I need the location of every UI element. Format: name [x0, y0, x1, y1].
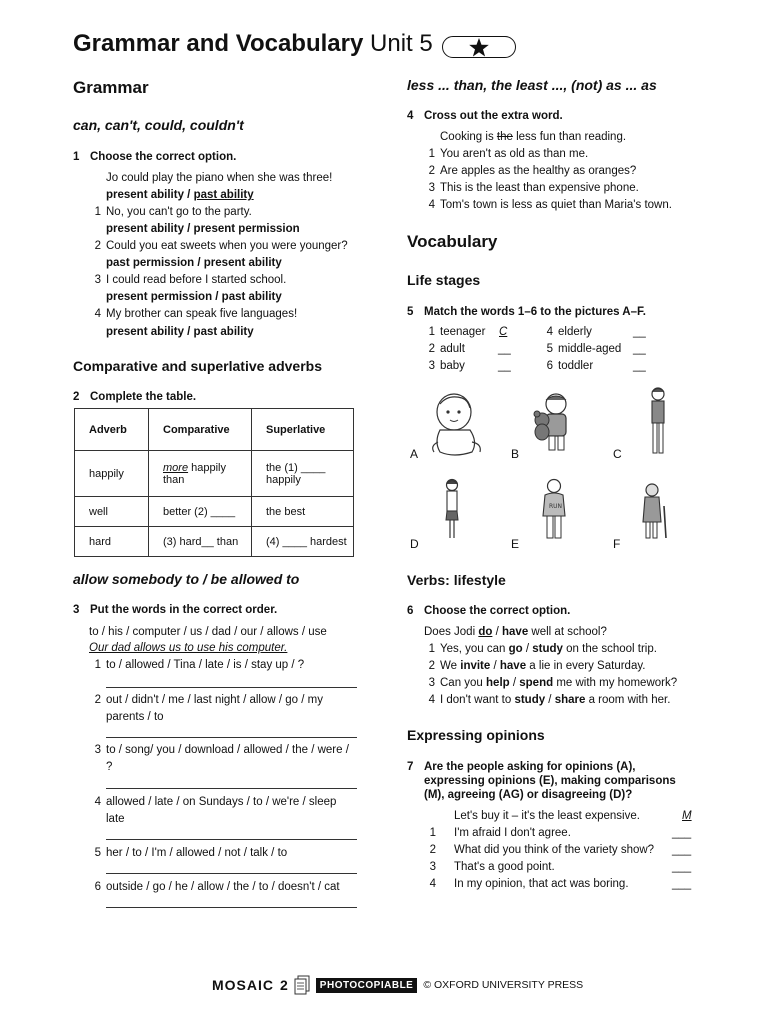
- q1-item-3-options: present permission / past ability: [106, 291, 282, 303]
- answer-line[interactable]: [106, 839, 357, 840]
- vocabulary-heading: Vocabulary: [407, 232, 498, 251]
- section-heading-adverbs: Comparative and superlative adverbs: [73, 358, 322, 374]
- q7-answer-3[interactable]: ___: [672, 861, 692, 873]
- table-cell: hard: [75, 527, 149, 557]
- table-cell: happily: [75, 451, 149, 497]
- section-heading-allow: allow somebody to / be allowed to: [73, 571, 300, 587]
- question-1-instruction: 1 Choose the correct option.: [73, 151, 237, 163]
- table-header-adverb: Adverb: [75, 409, 149, 451]
- q7-answer-1[interactable]: ___: [672, 827, 692, 839]
- teenager-illustration: [648, 386, 668, 458]
- q5-item-5: 5 middle-aged: [546, 343, 622, 355]
- q5-answer-2[interactable]: __: [498, 343, 511, 355]
- q6-item-4: 4 I don't want to study / share a room with her.: [428, 694, 671, 706]
- title-unit: Unit 5: [370, 30, 433, 57]
- answer-line[interactable]: [106, 907, 357, 908]
- answer-line[interactable]: [106, 737, 357, 738]
- question-2-instruction: 2 Complete the table.: [73, 391, 197, 403]
- adverb-table: [74, 408, 354, 557]
- q3-example: to / his / computer / us / dad / our / allows / use: [89, 626, 327, 638]
- footer-photocopiable: PHOTOCOPIABLE: [316, 978, 418, 993]
- question-5-instruction: 5 Match the words 1–6 to the pictures A–F.: [407, 306, 646, 318]
- q5-answer-3[interactable]: __: [498, 360, 511, 372]
- footer-level: 2: [280, 977, 288, 993]
- table-row: [75, 497, 354, 527]
- q1-example: Jo could play the piano when she was three!: [106, 172, 333, 184]
- q7-item-3: 3 That's a good point.: [429, 861, 555, 873]
- q3-item-3: 3 to / song/ you / download / allowed / the / were /: [94, 744, 349, 756]
- section-heading-can-could: can, can't, could, couldn't: [73, 117, 244, 133]
- q4-item-1: 1 You aren't as old as than me.: [428, 148, 589, 160]
- question-4-instruction: 4 Cross out the extra word.: [407, 110, 563, 122]
- q7-item-2: 2 What did you think of the variety show?: [429, 844, 655, 856]
- question-7-instruction-2: expressing opinions (E), making comparisons: [424, 775, 676, 787]
- elderly-illustration: [638, 482, 672, 540]
- q3-item-4: 4 allowed / late / on Sundays / to / we're / sleep: [94, 796, 337, 808]
- q3-item-2: 2 out / didn't / me / last night / allow / go / my: [94, 694, 323, 706]
- section-heading-life-stages: Life stages: [407, 272, 481, 288]
- table-cell: more happily than: [149, 451, 252, 497]
- q5-answer-1[interactable]: C: [499, 326, 508, 338]
- picture-label-a: A: [410, 447, 419, 461]
- table-row: [75, 451, 354, 497]
- q7-answer-2[interactable]: ___: [672, 844, 692, 856]
- q6-item-3: 3 Can you help / spend me with my homework?: [428, 677, 678, 689]
- table-cell: the (1) ____ happily: [252, 451, 354, 497]
- footer-brand: MOSAIC: [212, 977, 274, 993]
- q3-item-6: 6 outside / go / he / allow / the / to / doesn't / cat: [94, 881, 340, 893]
- picture-label-e: E: [511, 537, 520, 551]
- answer-line[interactable]: [106, 873, 357, 874]
- picture-label-d: D: [410, 537, 419, 551]
- question-3-instruction: 3 Put the words in the correct order.: [73, 604, 278, 616]
- q3-item-4-cont: late: [106, 813, 125, 825]
- table-cell: well: [75, 497, 149, 527]
- q5-answer-5[interactable]: __: [633, 343, 646, 355]
- q7-item-1: 1 I'm afraid I don't agree.: [429, 827, 571, 839]
- section-heading-verbs: Verbs: lifestyle: [407, 572, 506, 588]
- q1-item-1-options: present ability / present permission: [106, 223, 300, 235]
- table-cell: the best: [252, 497, 354, 527]
- page-title: [73, 30, 433, 58]
- q5-item-2: 2 adult: [428, 343, 465, 355]
- q4-example: Cooking is the less fun than reading.: [440, 131, 627, 143]
- q7-answer-4[interactable]: ___: [672, 878, 692, 890]
- q7-example: Let's buy it – it's the least expensive.: [454, 810, 640, 822]
- q5-item-1: 1 teenager: [428, 326, 486, 338]
- picture-label-c: C: [613, 447, 622, 461]
- table-cell: (3) hard__ than: [149, 527, 252, 557]
- q3-item-2-cont: parents / to: [106, 711, 164, 723]
- q4-item-4: 4 Tom's town is less as quiet than Maria's town.: [428, 199, 672, 211]
- page-footer: [212, 974, 583, 996]
- q5-answer-4[interactable]: __: [633, 326, 646, 338]
- table-header-comparative: Comparative: [149, 409, 252, 451]
- star-icon: [469, 38, 489, 57]
- toddler-illustration: [530, 392, 574, 454]
- answer-line[interactable]: [106, 788, 357, 789]
- q6-example: Does Jodi do / have well at school?: [424, 626, 607, 638]
- q4-item-2: 2 Are apples as the healthy as oranges?: [428, 165, 637, 177]
- q7-example-answer: M: [682, 810, 692, 822]
- question-6-instruction: 6 Choose the correct option.: [407, 605, 571, 617]
- photocopy-icon: [294, 975, 310, 995]
- difficulty-badge: [442, 36, 516, 58]
- q1-example-options: present ability / past ability: [106, 189, 254, 201]
- baby-illustration: [428, 390, 486, 460]
- question-7-instruction-3: (M), agreeing (AG) or disagreeing (D)?: [424, 789, 633, 801]
- svg-text:RUN: RUN: [549, 503, 563, 510]
- q3-item-5: 5 her / to / I'm / allowed / not / talk / to: [94, 847, 288, 859]
- table-row: [75, 527, 354, 557]
- section-heading-opinions: Expressing opinions: [407, 727, 545, 743]
- q1-item-2-options: past permission / present ability: [106, 257, 282, 269]
- picture-label-f: F: [613, 537, 621, 551]
- picture-label-b: B: [511, 447, 520, 461]
- q6-item-1: 1 Yes, you can go / study on the school trip.: [428, 643, 657, 655]
- question-7-instruction: 7 Are the people asking for opinions (A),: [407, 761, 636, 773]
- grammar-heading: Grammar: [73, 78, 149, 97]
- q1-item-3: 3 I could read before I started school.: [94, 274, 287, 286]
- q1-item-4-options: present ability / past ability: [106, 326, 254, 338]
- section-heading-less-than: less ... than, the least ..., (not) as ... as: [407, 77, 657, 93]
- table-cell: (4) ____ hardest: [252, 527, 354, 557]
- q1-item-4: 4 My brother can speak five languages!: [94, 308, 298, 320]
- q5-item-4: 4 elderly: [546, 326, 592, 338]
- q5-item-3: 3 baby: [428, 360, 465, 372]
- q4-item-3: 3 This is the least than expensive phone.: [428, 182, 639, 194]
- q3-item-3-cont: ?: [106, 761, 113, 773]
- q1-item-1: 1 No, you can't go to the party.: [94, 206, 252, 218]
- q3-item-1: 1 to / allowed / Tina / late / is / stay up / ?: [94, 659, 305, 671]
- q7-item-4: 4 In my opinion, that act was boring.: [429, 878, 629, 890]
- title-main: Grammar and Vocabulary: [73, 30, 364, 57]
- table-cell: better (2) ____: [149, 497, 252, 527]
- answer-line[interactable]: [106, 687, 357, 688]
- q5-item-6: 6 toddler: [546, 360, 594, 372]
- adult-illustration: [442, 478, 462, 540]
- middle-aged-illustration: [540, 478, 568, 540]
- q3-example-answer: Our dad allows us to use his computer.: [89, 642, 288, 654]
- q6-item-2: 2 We invite / have a lie in every Saturday.: [428, 660, 646, 672]
- footer-publisher: © OXFORD UNIVERSITY PRESS: [423, 979, 584, 991]
- table-header-superlative: Superlative: [252, 409, 354, 451]
- q5-answer-6[interactable]: __: [633, 360, 646, 372]
- q1-item-2: 2 Could you eat sweets when you were younger?: [94, 240, 348, 252]
